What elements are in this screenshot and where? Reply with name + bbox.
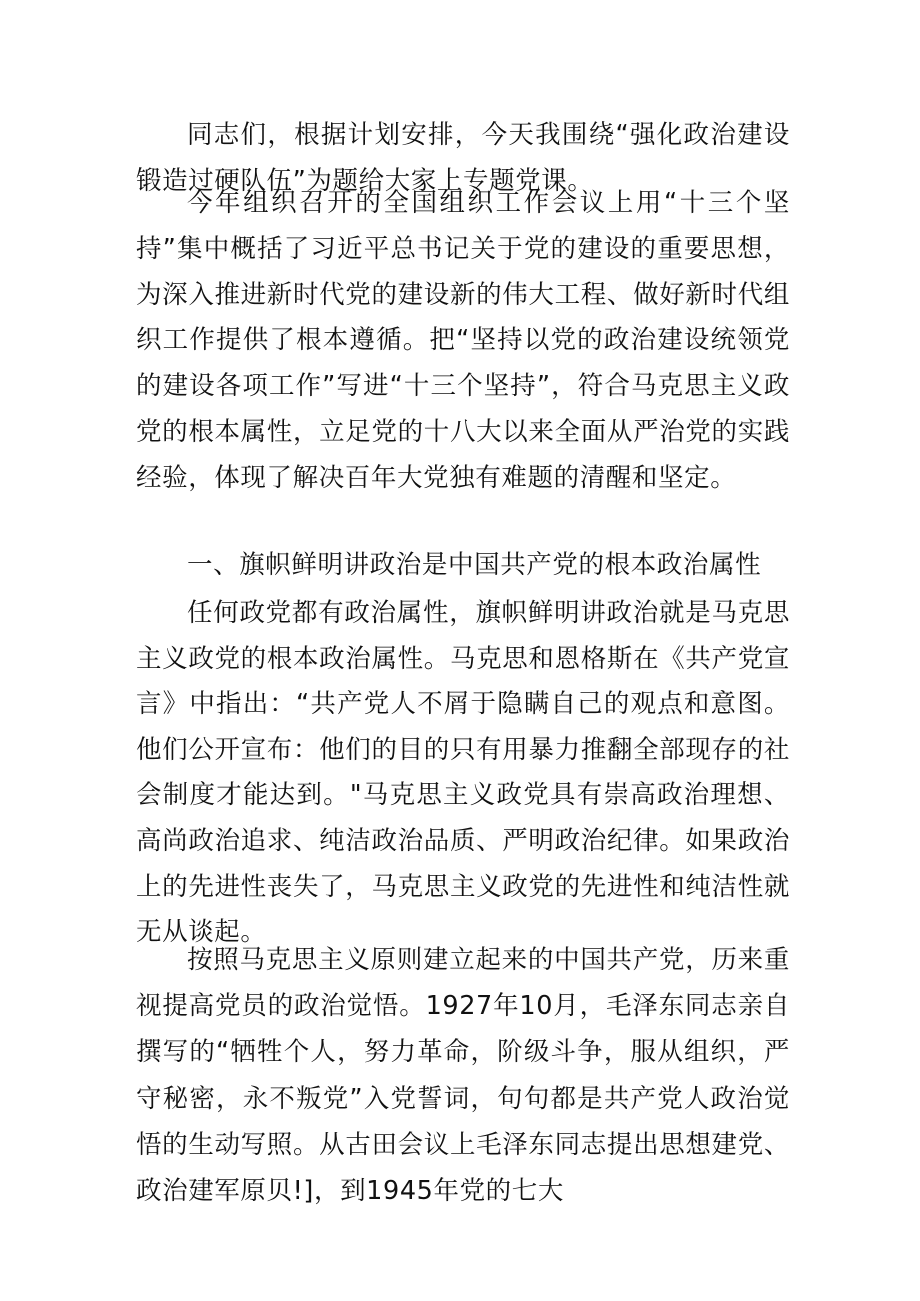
paragraph-conference: 今年组织召开的全国组织工作会议上用“十三个坚持”集中概括了习近平总书记关于党的建设的重要思想，为深入推进新时代党的建设新的伟大工程、做好新时代组织工作提供了根本遵循。把“坚持以党的政治建设统领党的建设各项工作”写进“十三个坚持”，符合马克思主义政党的根本属性，立足党的十八大以来全面从严治党的实践经验，体现了解决百年大党独有难题的清醒和坚定。 xyxy=(136,188,790,493)
paragraph-party-history: 按照马克思主义原则建立起来的中国共产党，历来重视提高党员的政治觉悟。1927年10月，毛泽东同志亲自撰写的“牺牲个人，努力革命，阶级斗争，服从组织，严守秘密，永不叛党”入党誓词，句句都是共产党人政治觉悟的生动写照。从古田会议上毛泽东同志提出思想建党、政治建军原贝!]，到1945年党的七大 xyxy=(136,945,790,1207)
paragraph-intro: 同志们，根据计划安排，今天我围绕“强化政治建设锻造过硬队伍”为题给大家上专题党课。 xyxy=(136,120,790,196)
section-heading-1: 一、旗帜鲜明讲政治是中国共产党的根本政治属性 xyxy=(187,550,762,580)
paragraph-political-attribute: 任何政党都有政治属性，旗帜鲜明讲政治就是马克思主义政党的根本政治属性。马克思和恩格斯在《共产党宣言》中指出：“共产党人不屑于隐瞒自己的观点和意图。他们公开宣布：他们的目的只有用暴力推翻全部现存的社会制度才能达到。"马克思主义政党具有崇高政治理想、高尚政治追求、纯洁政治品质、严明政治纪律。如果政治上的先进性丧失了，马克思主义政党的先进性和纯洁性就无从谈起。 xyxy=(136,598,790,948)
